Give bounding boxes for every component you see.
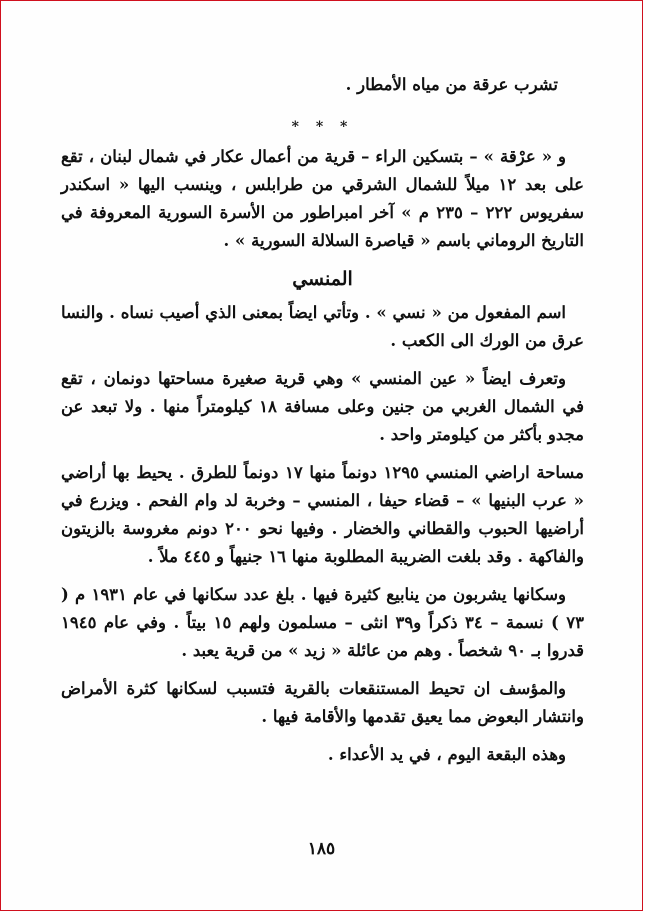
section-separator: * * * (291, 119, 354, 135)
paragraph-6: وهذه البقعة اليوم ، في يد الأعداء . (327, 745, 566, 764)
paragraph-4: وسكانها يشربون من ينابيع كثيرة فيها . بلغ عدد سكانها في عام ١٩٣١ م ( ٧٣ ) نسمة – ٣٤ ذكراً و٣٩ انثى – مسلمون ولهم ١٥ بيتاً . وفي عام ١٩٤٥ قدروا بـ ٩٠ شخصاً . وهم من عائلة « زيد » من قرية يعبد . (61, 585, 585, 660)
paragraph-2: وتعرف ايضاً « عين المنسي » وهي قرية صغيرة مساحتها دونمان ، تقع في الشمال الغربي من جنين وعلى مسافة ١٨ كيلومتراً منها . ولا تبعد عن مجدو بأكثر من كيلومتر واحد . (61, 369, 584, 444)
paragraph-1: اسم المفعول من « نسي » . وتأتي ايضاً بمعنى الذي أصيب نساه . والنسا عرق من الورك الى الكعب . (61, 303, 584, 350)
paragraph-araqa: و « عرْقة » – بتسكين الراء – قرية من أعمال عكار في شمال لبنان ، تقع على بعد ١٢ ميلاً للشمال الشرقي من طرابلس ، وينسب اليها « اسكندر سفريوس ٢٢٢ – ٢٣٥ م » آخر امبراطور من الأسرة السورية المعروفة في التاريخ الروماني باسم « قياصرة السلالة السورية » . (61, 147, 584, 250)
text-line-top: تشرب عرقة من مياه الأمطار . (345, 75, 558, 94)
section-heading: المنسي (292, 268, 353, 290)
paragraph-3: مساحة اراضي المنسي ١٢٩٥ دونماً منها ١٧ دونماً للطرق . يحيط بها أراضي « عرب البنيها » – قضاء حيفا ، المنسي – وخربة لد وام الفحم . ويزرع في أراضيها الحبوب والقطاني والخضار . وفيها نحو ٢٠٠ دونم مغروسة بالزيتون والفاكهة . وقد بلغت الضريبة المطلوبة منها ١٦ جنيهاً و ٤٤٥ ملاً . (61, 463, 584, 566)
page-content (61, 71, 584, 779)
paragraph-5: والمؤسف ان تحيط المستنقعات بالقرية فتسبب لسكانها كثرة الأمراض وانتشار البعوض مما يعيق تقدمها والأقامة فيها . (61, 679, 584, 726)
page-number: ١٨٥ (307, 839, 336, 859)
